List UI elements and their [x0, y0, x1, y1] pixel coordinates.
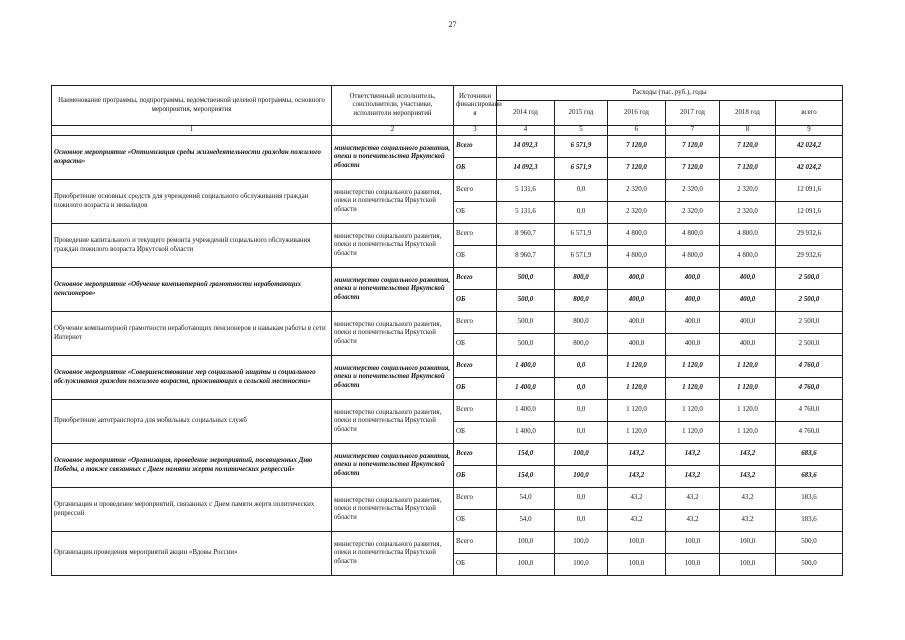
year-value-cell: 154,0 [497, 466, 555, 488]
table-row [52, 444, 843, 466]
table-row [52, 224, 843, 246]
activity-name: Организация проведения мероприятий акции «Вдовы России» [52, 532, 332, 576]
year-value-cell: 400,0 [608, 290, 666, 312]
year-value-cell: 143,2 [666, 444, 720, 466]
year-value-cell: 2 320,0 [666, 202, 720, 224]
year-value-cell: 7 120,0 [666, 136, 720, 158]
year-value-cell: 7 120,0 [720, 158, 776, 180]
year-value-cell: 0,0 [555, 510, 608, 532]
year-value-cell: 143,2 [720, 444, 776, 466]
table-row [52, 268, 843, 290]
year-value-cell: 1 120,0 [720, 356, 776, 378]
header-year: 2016 год [608, 101, 666, 126]
total-cell: 183,6 [776, 510, 843, 532]
column-number: 1 [52, 126, 332, 136]
year-value-cell: 43,2 [608, 510, 666, 532]
executor-cell: министерство социального развития, опеки и попечительства Иркутской области [332, 268, 454, 312]
year-value-cell: 14 092,3 [497, 136, 555, 158]
year-value-cell: 5 131,6 [497, 202, 555, 224]
table-row [52, 136, 843, 158]
executor-cell: министерство социального развития, опеки и попечительства Иркутской области [332, 488, 454, 532]
table-row [52, 488, 843, 510]
year-value-cell: 100,0 [555, 466, 608, 488]
executor-cell: министерство социального развития, опеки и попечительства Иркутской области [332, 312, 454, 356]
year-value-cell: 1 120,0 [720, 378, 776, 400]
year-value-cell: 43,2 [720, 510, 776, 532]
header-year: 2017 год [666, 101, 720, 126]
year-value-cell: 7 120,0 [720, 136, 776, 158]
year-value-cell: 0,0 [555, 400, 608, 422]
year-value-cell: 7 120,0 [608, 158, 666, 180]
year-value-cell: 400,0 [608, 334, 666, 356]
column-number: 8 [720, 126, 776, 136]
year-value-cell: 143,2 [720, 466, 776, 488]
funding-source-cell: ОБ [454, 202, 497, 224]
column-number: 9 [776, 126, 843, 136]
year-value-cell: 0,0 [555, 488, 608, 510]
activity-name: Организация и проведение мероприятий, связанных с Днем памяти жертв политических репрессий [52, 488, 332, 532]
year-value-cell: 143,2 [608, 444, 666, 466]
header-row [52, 86, 843, 101]
year-value-cell: 400,0 [608, 312, 666, 334]
year-value-cell: 2 320,0 [720, 180, 776, 202]
funding-source-cell: ОБ [454, 290, 497, 312]
column-number: 3 [454, 126, 497, 136]
year-value-cell: 7 120,0 [608, 136, 666, 158]
year-value-cell: 100,0 [555, 444, 608, 466]
year-value-cell: 1 120,0 [720, 400, 776, 422]
table-row [52, 356, 843, 378]
funding-source-cell: ОБ [454, 510, 497, 532]
table-row [52, 180, 843, 202]
year-value-cell: 5 131,6 [497, 180, 555, 202]
column-number: 4 [497, 126, 555, 136]
funding-source-cell: ОБ [454, 422, 497, 444]
year-value-cell: 1 120,0 [608, 378, 666, 400]
total-cell: 42 024,2 [776, 158, 843, 180]
executor-cell: министерство социального развития, опеки и попечительства Иркутской области [332, 444, 454, 488]
header-year: 2018 год [720, 101, 776, 126]
total-cell: 683,6 [776, 466, 843, 488]
total-cell: 2 500,0 [776, 290, 843, 312]
executor-cell: министерство социального развития, опеки и попечительства Иркутской области [332, 224, 454, 268]
total-cell: 500,0 [776, 532, 843, 554]
executor-cell: министерство социального развития, опеки и попечительства Иркутской области [332, 180, 454, 224]
header-source-col: Источники финансировани я [454, 86, 497, 126]
table-row [52, 312, 843, 334]
total-cell: 29 932,6 [776, 224, 843, 246]
year-value-cell: 1 120,0 [666, 400, 720, 422]
funding-source-cell: Всего [454, 532, 497, 554]
year-value-cell: 400,0 [720, 290, 776, 312]
funding-source-cell: Всего [454, 180, 497, 202]
year-value-cell: 100,0 [608, 532, 666, 554]
total-cell: 183,6 [776, 488, 843, 510]
funding-source-cell: Всего [454, 444, 497, 466]
year-value-cell: 1 120,0 [608, 356, 666, 378]
year-value-cell: 4 800,0 [666, 224, 720, 246]
funding-source-cell: ОБ [454, 334, 497, 356]
year-value-cell: 400,0 [666, 312, 720, 334]
header-name-col: Наименование программы, подпрограммы, ведомственной целевой программы, основного мероприятия, мероприятия [52, 86, 332, 126]
year-value-cell: 43,2 [666, 510, 720, 532]
funding-source-cell: ОБ [454, 158, 497, 180]
year-value-cell: 2 320,0 [666, 180, 720, 202]
column-number: 7 [666, 126, 720, 136]
header-total: всего [776, 101, 843, 126]
executor-cell: министерство социального развития, опеки и попечительства Иркутской области [332, 356, 454, 400]
year-value-cell: 8 960,7 [497, 224, 555, 246]
year-value-cell: 400,0 [666, 268, 720, 290]
year-value-cell: 14 092,3 [497, 158, 555, 180]
year-value-cell: 54,0 [497, 510, 555, 532]
year-value-cell: 500,0 [497, 334, 555, 356]
year-value-cell: 400,0 [720, 312, 776, 334]
total-cell: 2 500,0 [776, 312, 843, 334]
year-value-cell: 800,0 [555, 290, 608, 312]
funding-source-cell: Всего [454, 400, 497, 422]
year-value-cell: 4 800,0 [608, 246, 666, 268]
year-value-cell: 100,0 [720, 554, 776, 576]
year-value-cell: 7 120,0 [666, 158, 720, 180]
year-value-cell: 43,2 [720, 488, 776, 510]
year-value-cell: 1 400,0 [497, 400, 555, 422]
year-value-cell: 1 120,0 [608, 400, 666, 422]
year-value-cell: 6 571,9 [555, 224, 608, 246]
year-value-cell: 400,0 [666, 290, 720, 312]
year-value-cell: 1 120,0 [720, 422, 776, 444]
year-value-cell: 1 400,0 [497, 378, 555, 400]
year-value-cell: 4 800,0 [666, 246, 720, 268]
total-cell: 2 500,0 [776, 268, 843, 290]
main-activity-name: Основное мероприятие «Организация, проведение мероприятий, посвященных Дню Победы, а также связанных с Днем памяти жертв политических репрессий» [52, 444, 332, 488]
year-value-cell: 100,0 [497, 554, 555, 576]
year-value-cell: 0,0 [555, 180, 608, 202]
year-value-cell: 0,0 [555, 202, 608, 224]
column-number: 5 [555, 126, 608, 136]
funding-source-cell: Всего [454, 356, 497, 378]
total-cell: 4 760,0 [776, 378, 843, 400]
year-value-cell: 100,0 [555, 554, 608, 576]
year-value-cell: 4 800,0 [608, 224, 666, 246]
year-value-cell: 800,0 [555, 312, 608, 334]
year-value-cell: 2 320,0 [608, 202, 666, 224]
total-cell: 4 760,0 [776, 400, 843, 422]
year-value-cell: 43,2 [666, 488, 720, 510]
year-value-cell: 400,0 [720, 268, 776, 290]
funding-source-cell: Всего [454, 268, 497, 290]
funding-source-cell: ОБ [454, 554, 497, 576]
total-cell: 683,6 [776, 444, 843, 466]
year-value-cell: 100,0 [608, 554, 666, 576]
year-value-cell: 6 571,9 [555, 158, 608, 180]
budget-table [51, 85, 843, 576]
year-value-cell: 1 400,0 [497, 356, 555, 378]
funding-source-cell: Всего [454, 224, 497, 246]
activity-name: Проведение капитального и текущего ремонта учреждений социального обслуживания граждан пожилого возраста Иркутской области [52, 224, 332, 268]
year-value-cell: 4 800,0 [720, 246, 776, 268]
activity-name: Приобретение автотранспорта для мобильных социальных служб [52, 400, 332, 444]
year-value-cell: 800,0 [555, 268, 608, 290]
year-value-cell: 1 120,0 [666, 356, 720, 378]
year-value-cell: 6 571,9 [555, 246, 608, 268]
year-value-cell: 2 320,0 [720, 202, 776, 224]
activity-name: Приобретение основных средств для учреждений социального обслуживания граждан пожилого возраста и инвалидов [52, 180, 332, 224]
total-cell: 42 024,2 [776, 136, 843, 158]
year-value-cell: 500,0 [497, 268, 555, 290]
year-value-cell: 500,0 [497, 312, 555, 334]
column-number: 2 [332, 126, 454, 136]
total-cell: 500,0 [776, 554, 843, 576]
total-cell: 4 760,0 [776, 422, 843, 444]
year-value-cell: 143,2 [666, 466, 720, 488]
year-value-cell: 400,0 [608, 268, 666, 290]
year-value-cell: 400,0 [666, 334, 720, 356]
year-value-cell: 0,0 [555, 356, 608, 378]
executor-cell: министерство социального развития, опеки и попечительства Иркутской области [332, 400, 454, 444]
year-value-cell: 6 571,9 [555, 136, 608, 158]
year-value-cell: 1 120,0 [608, 422, 666, 444]
year-value-cell: 100,0 [497, 532, 555, 554]
year-value-cell: 54,0 [497, 488, 555, 510]
total-cell: 12 091,6 [776, 180, 843, 202]
year-value-cell: 100,0 [555, 532, 608, 554]
year-value-cell: 1 120,0 [666, 422, 720, 444]
year-value-cell: 0,0 [555, 422, 608, 444]
executor-cell: министерство социального развития, опеки и попечительства Иркутской области [332, 532, 454, 576]
total-cell: 4 760,0 [776, 356, 843, 378]
year-value-cell: 0,0 [555, 378, 608, 400]
main-activity-name: Основное мероприятие «Оптимизация среды жизнедеятельности граждан пожилого возраста» [52, 136, 332, 180]
year-value-cell: 100,0 [666, 532, 720, 554]
header-exec-col: Ответственный исполнитель, соисполнители, участники, исполнители мероприятий [332, 86, 454, 126]
column-number: 6 [608, 126, 666, 136]
year-value-cell: 400,0 [720, 334, 776, 356]
year-value-cell: 2 320,0 [608, 180, 666, 202]
funding-source-cell: ОБ [454, 466, 497, 488]
header-expenses: Расходы (тыс. руб.), годы [497, 86, 843, 101]
column-numbers-row [52, 126, 843, 136]
funding-source-cell: ОБ [454, 246, 497, 268]
executor-cell: министерство социального развития, опеки и попечительства Иркутской области [332, 136, 454, 180]
total-cell: 12 091,6 [776, 202, 843, 224]
total-cell: 29 932,6 [776, 246, 843, 268]
year-value-cell: 800,0 [555, 334, 608, 356]
year-value-cell: 4 800,0 [720, 224, 776, 246]
main-activity-name: Основное мероприятие «Совершенствование мер социальной защиты и социального обслуживания граждан пожилого возраста, проживающих в сельской местности» [52, 356, 332, 400]
year-value-cell: 1 400,0 [497, 422, 555, 444]
year-value-cell: 1 120,0 [666, 378, 720, 400]
year-value-cell: 500,0 [497, 290, 555, 312]
funding-source-cell: Всего [454, 312, 497, 334]
year-value-cell: 154,0 [497, 444, 555, 466]
total-cell: 2 500,0 [776, 334, 843, 356]
header-year: 2015 год [555, 101, 608, 126]
year-value-cell: 8 960,7 [497, 246, 555, 268]
funding-source-cell: ОБ [454, 378, 497, 400]
page-number: 27 [448, 20, 457, 29]
year-value-cell: 143,2 [608, 466, 666, 488]
year-value-cell: 100,0 [666, 554, 720, 576]
main-activity-name: Основное мероприятие «Обучение компьютерной грамотности неработающих пенсионеров» [52, 268, 332, 312]
year-value-cell: 43,2 [608, 488, 666, 510]
funding-source-cell: Всего [454, 136, 497, 158]
year-value-cell: 100,0 [720, 532, 776, 554]
header-year: 2014 год [497, 101, 555, 126]
funding-source-cell: Всего [454, 488, 497, 510]
activity-name: Обучение компьютерной грамотности неработающих пенсионеров и навыкам работы в сети Интернет [52, 312, 332, 356]
table-row [52, 400, 843, 422]
table-row [52, 532, 843, 554]
